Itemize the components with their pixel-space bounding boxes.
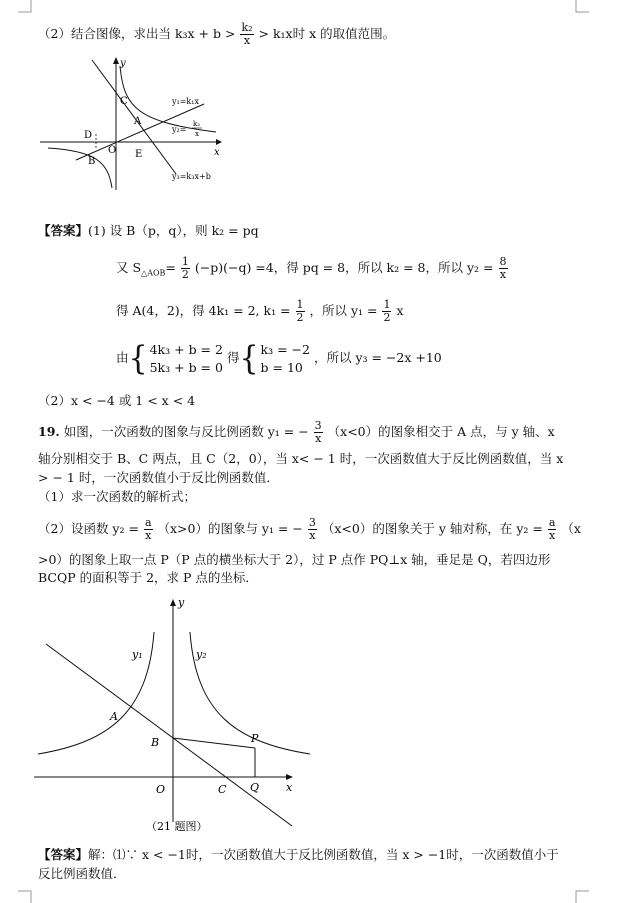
svg-text:Q: Q xyxy=(250,781,260,794)
question-19-part-2-line-2: >0）的图象上取一点 P（P 点的横坐标大于 2），过 P 点作 PQ⊥x 轴，垂足是 Q，若四边形 xyxy=(38,552,551,567)
svg-text:x: x xyxy=(214,147,220,158)
svg-text:y₃=k₃x+b: y₃=k₃x+b xyxy=(172,172,211,181)
svg-text:B: B xyxy=(88,156,96,167)
svg-text:O: O xyxy=(108,145,117,156)
svg-text:C: C xyxy=(120,96,128,107)
answer-2-line-2: 反比例函数值． xyxy=(38,866,126,881)
svg-text:y₁=k₁x: y₁=k₁x xyxy=(172,97,199,106)
svg-text:y: y xyxy=(178,596,185,609)
graph1-hyperbola-q3 xyxy=(48,148,112,188)
svg-text:（21 题图）: （21 题图） xyxy=(146,820,208,833)
graph-2 xyxy=(30,592,320,842)
svg-text:y₁: y₁ xyxy=(132,648,143,661)
crop-mark-bottom-left xyxy=(18,885,36,903)
svg-text:k₂: k₂ xyxy=(193,120,201,128)
question-19-part-1: （1）求一次函数的解析式； xyxy=(38,489,196,504)
graph-1 xyxy=(36,52,226,192)
answer-1-line-2: 又 $S_{\triangle AOB}=$ $\frac{1}{2}$ (−p)(−q) =4，得 pq = 8，所以 k₂ = 8，所以 y₂ = $\frac{8}{x}$ xyxy=(116,255,507,281)
question-19-line-3: > − 1 时，一次函数值小于反比例函数值． xyxy=(38,470,279,485)
question-19-line-2: 轴分别相交于 B、C 两点，且 C（2，0），当 x< − 1 时，一次函数值大于反比例函数值，当 x xyxy=(38,451,564,466)
svg-text:x: x xyxy=(286,781,293,794)
answer-1-line-5: （2）x < −4 或 1 < x < 4 xyxy=(38,393,196,408)
svg-text:O: O xyxy=(156,783,166,796)
question-19-line-1: 19. 如图，一次函数的图象与反比例函数 y₁ = − $\frac{3}{x}$ （x<0）的图象相交于 A 点，与 y 轴、x xyxy=(38,419,555,445)
answer-2-line-1: 【答案】解：⑴∵ x < −1时，一次函数值大于反比例函数值，当 x > −1时，一次函数值小于 xyxy=(38,847,559,862)
svg-text:B: B xyxy=(151,736,160,749)
svg-text:x: x xyxy=(195,130,199,138)
svg-text:y: y xyxy=(120,58,126,69)
question-2-prompt: （2）结合图像，求出当 k₃x + b > $\frac{\text{k₂}}{x}$ > k₁x时 x 的取值范围。 xyxy=(38,21,396,47)
graph2-curve-y2 xyxy=(190,632,310,754)
svg-text:y₂: y₂ xyxy=(196,648,207,661)
question-19-part-2-line-1: （2）设函数 y₂ = $\frac{a}{x}$ （x>0）的图象与 y₁ = − $\frac{3}{x}$ （x<0）的图象关于 y 轴对称，在 y₂ = $\frac{a}{x}$ （x xyxy=(38,516,581,542)
svg-text:C: C xyxy=(218,783,227,796)
crop-mark-bottom-right xyxy=(571,885,589,903)
svg-text:A: A xyxy=(110,710,118,723)
svg-text:y₂=: y₂= xyxy=(172,125,187,134)
svg-text:D: D xyxy=(84,130,93,141)
svg-text:P: P xyxy=(251,732,259,745)
crop-mark-top-left xyxy=(18,0,36,18)
svg-text:E: E xyxy=(135,149,143,160)
crop-mark-top-right xyxy=(571,0,589,18)
svg-text:A: A xyxy=(134,116,142,127)
answer-1-line-4: 由{ 4k₃ + b = 2 5k₃ + b = 0 得{ k₃ = −2 b = 10 ，所以 y₃ = −2x +10 xyxy=(116,338,442,378)
answer-1-line-3: 得 A(4，2)，得 4k₁ = 2, k₁ = $\frac{1}{2}$ ，所以 y₁ = $\frac{1}{2}$ x xyxy=(116,298,404,324)
question-19-part-2-line-3: BCQP 的面积等于 2，求 P 点的坐标． xyxy=(38,570,258,585)
answer-1-line-1: 【答案】(1) 设 B（p，q），则 k₂ = pq xyxy=(38,223,259,238)
